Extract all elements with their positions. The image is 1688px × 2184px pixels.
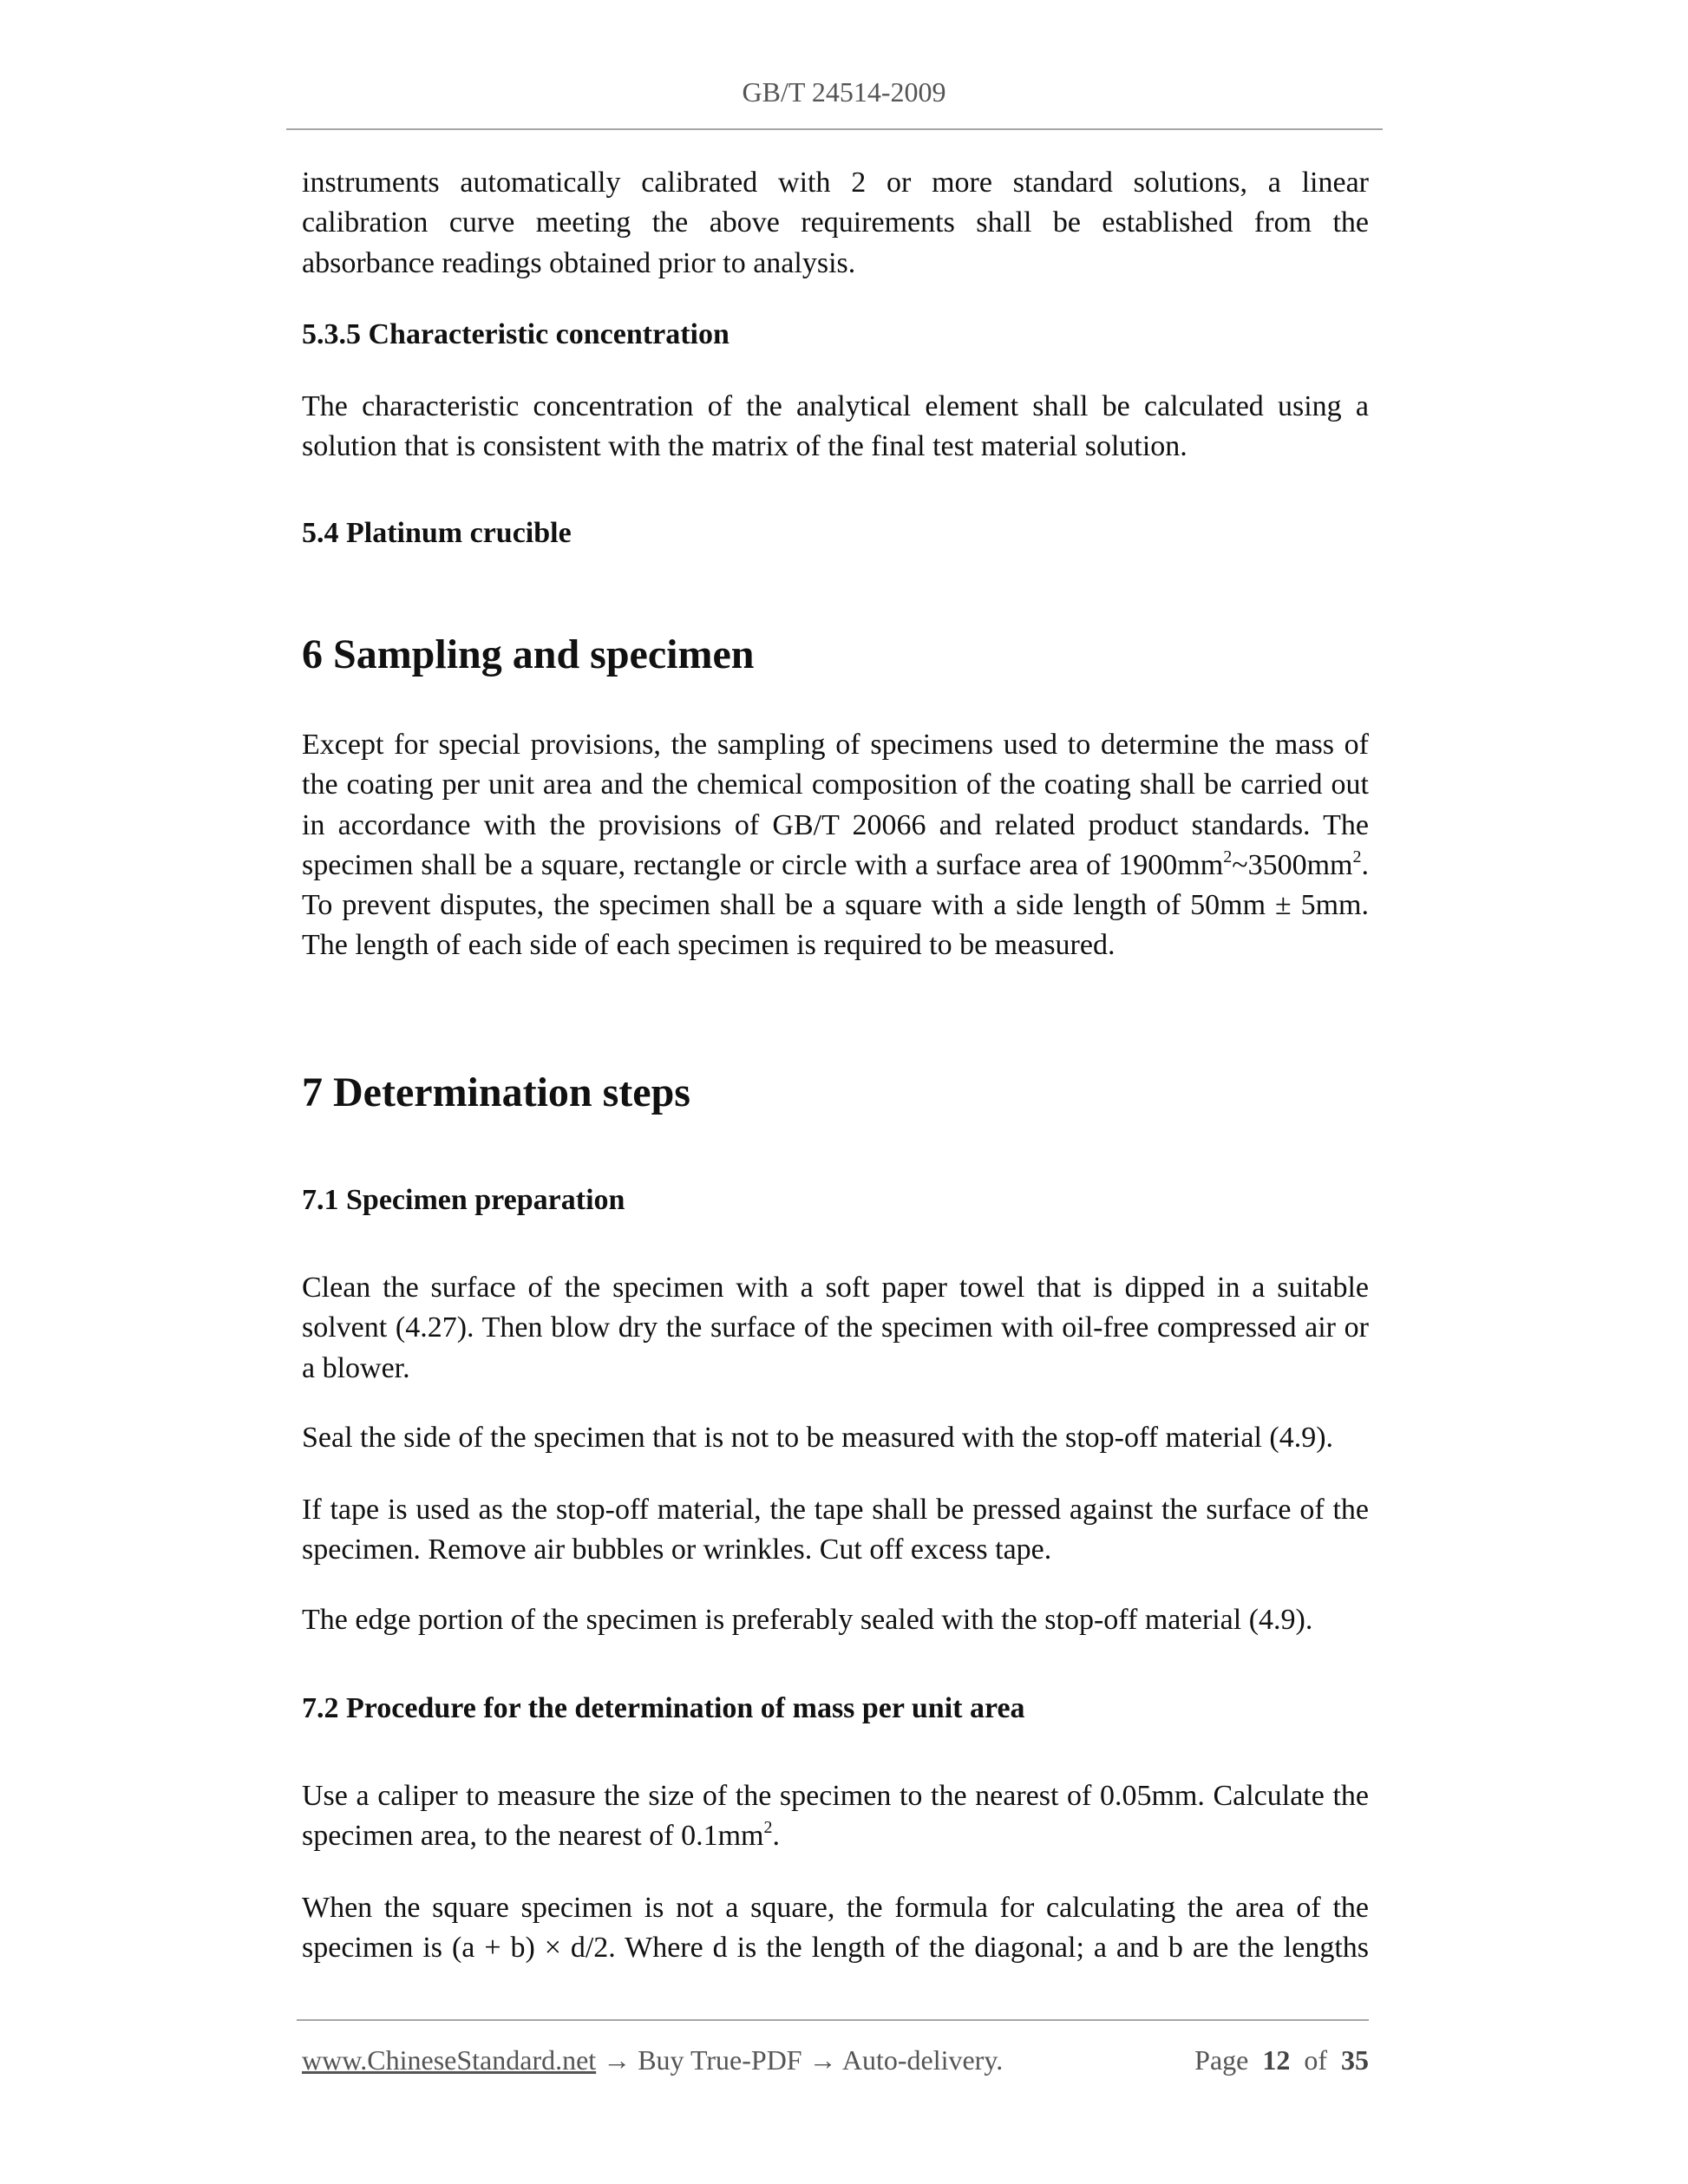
auto-delivery-text: Auto-delivery. bbox=[841, 2044, 1004, 2076]
paragraph-7-1-edge: The edge portion of the specimen is preferably sealed with the stop-off material (4.9). bbox=[302, 1604, 1313, 1636]
superscript: 2 bbox=[1223, 847, 1233, 866]
paragraph-7-2-caliper bbox=[302, 1776, 1369, 1857]
header-divider bbox=[286, 128, 1383, 130]
arrow-right-icon: → bbox=[801, 2044, 842, 2076]
paragraph-section-6-part3: . To prevent disputes, the specimen shall be a square with a side length of 50mm ± 5mm. The length of each side of each specimen is required to be measured. bbox=[302, 848, 1369, 962]
paragraph-section-6-part1: Except for special provisions, the sampling of specimens used to determine the mass of the coating per unit area and the chemical composition of the coating shall be carried out in accordance with the provisions of GB/T 20066 and related product standards. The specimen shall be a square, rectangle or circle with a surface area of 1900mm bbox=[302, 729, 1369, 881]
of-label: of bbox=[1304, 2044, 1327, 2076]
paragraph-7-1-clean: Clean the surface of the specimen with a soft paper towel that is dipped in a suitable solvent (4.27). Then blow dry the surface of the specimen with oil-free compressed air or a blower. bbox=[302, 1272, 1369, 1384]
paragraph-7-1-tape: If tape is used as the stop-off material, the tape shall be pressed against the surface of the specimen. Remove air bubbles or wrinkles. Cut off excess tape. bbox=[302, 1494, 1369, 1566]
paragraph-section-6 bbox=[302, 725, 1369, 966]
heading-7-1: 7.1 Specimen preparation bbox=[302, 1184, 625, 1216]
heading-section-7: 7 Determination steps bbox=[302, 1069, 690, 1115]
paragraph-intro: instruments automatically calibrated with 2 or more standard solutions, a linear calibration curve meeting the above requirements shall be established from the absorbance readings obtained prior to analysis. bbox=[302, 167, 1369, 279]
chinesestandard-link[interactable]: www.ChineseStandard.net bbox=[302, 2044, 597, 2076]
paragraph-7-2-formula: When the square specimen is not a square, the formula for calculating the area of the specimen is (a + b) × d/2. Where d is the length of the diagonal; a and b are the lengths bbox=[302, 1892, 1369, 1965]
heading-7-2: 7.2 Procedure for the determination of mass per unit area bbox=[302, 1692, 1025, 1724]
footer-promo bbox=[302, 2040, 1003, 2080]
footer-divider bbox=[297, 2019, 1369, 2021]
page-footer bbox=[302, 2040, 1369, 2080]
page-current: 12 bbox=[1262, 2044, 1291, 2076]
document-header-title: GB/T 24514-2009 bbox=[742, 76, 946, 108]
page-number bbox=[1194, 2040, 1369, 2080]
arrow-right-icon: → bbox=[596, 2044, 638, 2076]
paragraph-7-2-caliper-tail: . bbox=[772, 1820, 780, 1853]
heading-5-3-5: 5.3.5 Characteristic concentration bbox=[302, 318, 730, 350]
superscript: 2 bbox=[763, 1817, 773, 1837]
paragraph-7-1-seal: Seal the side of the specimen that is not to be measured with the stop-off material (4.9). bbox=[302, 1422, 1334, 1454]
heading-section-6: 6 Sampling and specimen bbox=[302, 631, 755, 677]
page-label: Page bbox=[1194, 2044, 1249, 2076]
superscript: 2 bbox=[1352, 847, 1362, 866]
page-total: 35 bbox=[1341, 2044, 1369, 2076]
heading-5-4: 5.4 Platinum crucible bbox=[302, 517, 572, 549]
paragraph-section-6-part2: ~3500mm bbox=[1232, 848, 1353, 881]
paragraph-7-2-caliper-text: Use a caliper to measure the size of the specimen to the nearest of 0.05mm. Calculate the specimen area, to the nearest of 0.1mm bbox=[302, 1780, 1369, 1853]
buy-true-pdf-text: Buy True-PDF bbox=[638, 2044, 802, 2076]
paragraph-5-3-5: The characteristic concentration of the analytical element shall be calculated using a solution that is consistent with the matrix of the final test material solution. bbox=[302, 390, 1369, 463]
